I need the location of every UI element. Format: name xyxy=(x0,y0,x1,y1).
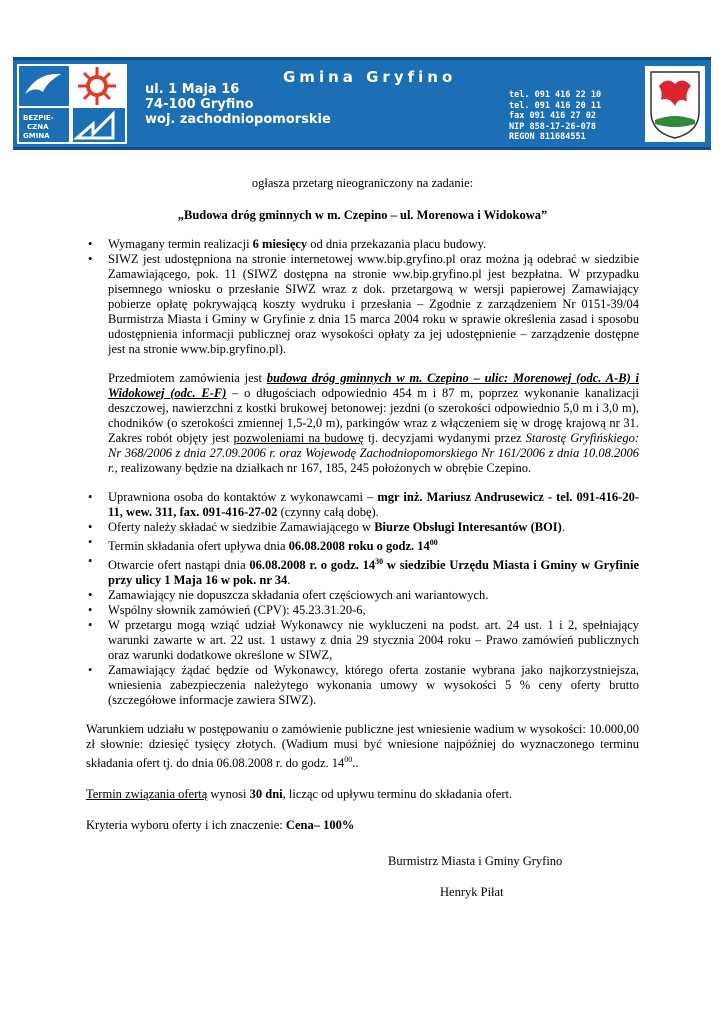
signature-title: Burmistrz Miasta i Gminy Gryfino xyxy=(388,854,563,868)
list-item: • W przetargu mogą wziąć udział Wykonawcy nie wykluczeni na podst. art. 24 ust. 1 i 2, spełniający warunki zawarte w art. 22 ust. 1 ustawy z dnia 29 stycznia 2004 roku – Prawo zamówień publicznych oraz warunki dodatkowe określone w SIWZ, xyxy=(108,618,639,663)
text: Warunkiem udziału w postępowaniu o zamówienie publiczne jest wniesienie wadium w wysokości: 10.000,00 zł słownie: dziesięć tysięcy złotych. (Wadium musi być wniesione najpóźniej do wyznaczonego terminu składania ofert tj. do dnia 06.08.2008 r. do godz. 14 xyxy=(86,722,639,771)
text: .. xyxy=(352,756,359,771)
svg-text:BEZPIE-: BEZPIE- xyxy=(23,114,54,122)
text: Wymagany termin realizacji xyxy=(108,237,253,251)
text-bold: 06.08.2008 roku o godz. 14 xyxy=(288,539,430,554)
text: Uprawniona osoba do kontaktów z wykonawcami – xyxy=(108,490,378,504)
subject-paragraph xyxy=(86,371,639,476)
contact-line: REGON 811684551 xyxy=(509,132,586,142)
bezpieczna-gmina-logo xyxy=(17,64,127,144)
text: Termin składania ofert upływa dnia xyxy=(108,539,289,554)
text: . xyxy=(287,573,291,588)
svg-text:CZNA: CZNA xyxy=(27,123,49,131)
gryfino-crest-icon xyxy=(645,66,705,142)
contact-line: NIP 858-17-26-078 xyxy=(509,121,596,132)
list-item: • SIWZ jest udostępniona na stronie internetowej www.bip.gryfino.pl oraz można ją odebrać w siedzibie Zamawiającego, pok. 11 (SIWZ dostępna na stronie ww.bip.gryfino.pl jest bezpłatna. W przypadku pisemnego wniosku o przesłanie SIWZ wraz z dok. przetargową w wersji papierowej Zamawiający pobierze opłatę pokrywającą koszty wydruku i przesłania – Zgodnie z zarządzeniem Nr 0151-39/04 Burmistrza Miasta i Gminy w Gryfinie z dnia 15 marca 2004 roku w sprawie określenia zasad i sposobu udostępnienia informacji publicznej oraz wysokości opłaty za jej udostępnienie – zarządzenie dostępne jest na stronie www.bip.gryfino.pl). xyxy=(108,252,639,357)
text: Oferty należy składać w siedzibie Zamawiającego w xyxy=(108,520,375,534)
intro-text: ogłasza przetarg nieograniczony na zadanie: xyxy=(251,176,474,190)
criteria-paragraph xyxy=(86,818,639,833)
superscript: 30 xyxy=(375,557,384,567)
list-item xyxy=(108,535,639,554)
text-underline: Termin związania ofertą xyxy=(86,787,208,802)
list-item xyxy=(108,490,639,520)
list-item xyxy=(108,520,639,535)
text: Kryteria wyboru oferty i ich znaczenie: xyxy=(86,818,286,833)
header-address xyxy=(145,82,331,127)
text-bold: Cena– 100% xyxy=(285,818,355,833)
contact-line: fax 091 416 27 02 xyxy=(509,111,596,121)
text-bold: w siedzibie Urzędu Miasta i Gminy w Gryfinie przy ulicy 1 Maja 16 w pok. nr 34 xyxy=(108,558,639,588)
superscript: 00 xyxy=(429,538,438,547)
contact-line: tel. 091 416 20 11 xyxy=(509,100,602,111)
text-bold: 06.08.2008 r. o godz. 14 xyxy=(249,558,376,573)
text: wynosi xyxy=(207,787,250,802)
text-bold: Biurze Obsługi Interesantów (BOI) xyxy=(374,520,562,534)
text-bold-italic: budowa dróg gminnych w m. Czepino – ulic: Morenowej (odc. A-B) i Widokowej (odc. E-F) xyxy=(108,371,639,400)
superscript: 00 xyxy=(344,755,353,765)
text: , licząc od upływu terminu do składania ofert. xyxy=(282,787,513,802)
task-title: „Budowa dróg gminnych w m. Czepino – ul. Morenowa i Widokowa” xyxy=(177,208,548,222)
text-bold: 6 miesięcy xyxy=(252,237,308,251)
header-banner xyxy=(13,57,711,150)
list-item: • Wspólny słownik zamówień (CPV): 45.23.31.20-6, xyxy=(108,603,639,618)
text-bold: mgr inż. Mariusz Andrusewicz - tel. 091-416-20-11, wew. 311, fax. 091-416-27-02 xyxy=(108,490,639,519)
list-item: • Zamawiający nie dopuszcza składania ofert częściowych ani wariantowych. xyxy=(108,588,639,603)
header-contacts xyxy=(509,90,601,143)
notice-body xyxy=(86,176,639,833)
text: Przedmiotem zamówienia jest xyxy=(108,371,267,385)
text: (czynny całą dobę). xyxy=(277,505,379,519)
svg-text:GMINA: GMINA xyxy=(23,132,50,140)
requirements-list xyxy=(86,237,639,357)
text: Otwarcie ofert nastąpi dnia xyxy=(108,558,250,573)
binding-paragraph xyxy=(86,787,639,802)
list-item xyxy=(108,554,639,588)
text-italic: Starostę Gryfińskiego: Nr 368/2006 z dnia 27.09.2006 r. oraz Wojewodę Zachodniopomorskiego Nr 161/2006 z dnia 10.08.2006 r., xyxy=(108,431,640,475)
text-bold: 30 dni xyxy=(249,787,283,802)
gmina-title: Gmina Gryfino xyxy=(283,68,457,86)
contact-line: tel. 091 416 22 10 xyxy=(509,90,602,100)
text: realizowany będzie na działkach nr 167, 185, 245 położonych w obrębie Czepino. xyxy=(117,461,532,475)
terms-list xyxy=(86,490,639,708)
signature-name: Henryk Piłat xyxy=(440,885,504,899)
text: tj. decyzjami wydanymi przez xyxy=(363,431,526,445)
text: – o długościach odpowiednio 454 m i 87 m, poprzez wykonanie kanalizacji deszczowej, nawierzchni z kostki brukowej betonowej: jezdni (o szerokości odpowiednio 5,0 m i 3,0 m), chodników (o szerokości zmiennej 1,5-2,0 m), parkingów wraz z włączeniem się w drogę krajową nr 31. Zakres robót objęty jest xyxy=(108,386,639,445)
deposit-paragraph xyxy=(86,722,639,771)
address-line: ul. 1 Maja 16 xyxy=(145,82,240,97)
list-item: • Zamawiający żądać będzie od Wykonawcy, którego oferta zostanie wybrana jako najkorzystniejsza, wniesienia zabezpieczenia należytego wykonania umowy w wysokości 5 % ceny oferty brutto (szczegółowe informacje zawiera SIWZ). xyxy=(108,663,639,708)
address-line: woj. zachodniopomorskie xyxy=(145,112,331,127)
list-item xyxy=(108,237,639,252)
text-underline: pozwoleniami na budowę xyxy=(233,431,364,445)
text: . xyxy=(561,520,565,534)
text: od dnia przekazania placu budowy. xyxy=(307,237,487,251)
address-line: 74-100 Gryfino xyxy=(145,97,254,112)
